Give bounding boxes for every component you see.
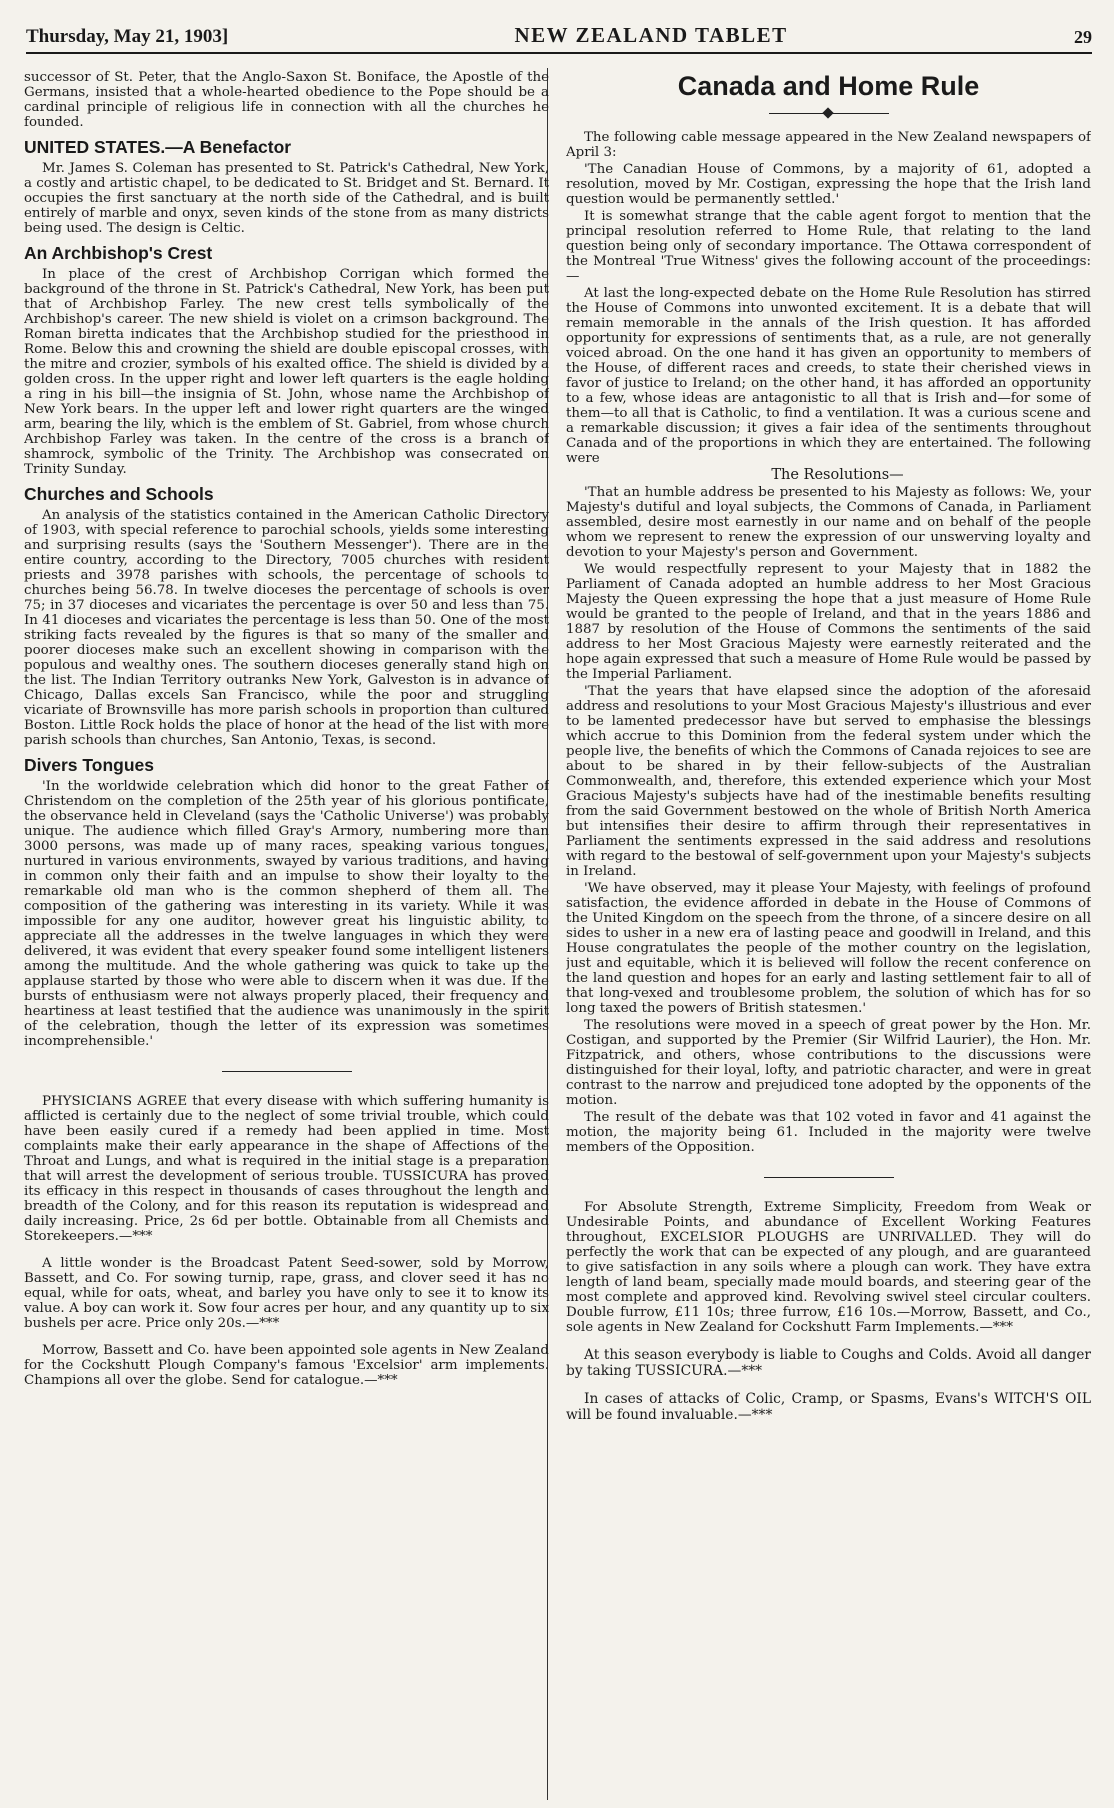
paragraph: An analysis of the statistics contained in the American Catholic Directory of 1903, with special reference to parochial schools, yields some interesting and surprising results (says the 'Southern Messenger'). There are in the entire country, according to the Directory, 7005 churches with resident priests and 3978 parishes with schools, the percentage of schools to churches being 56.78. In twelve dioceses the percentage of schools is over 75; in 37 dioceses and vicariates the percentage is over 50 and less than 75. In 41 dioceses and vicariates the percentage is less than 50. One of the most striking facts revealed by the figures is that so many of the smaller and poorer dioceses make such an excellent showing in comparison with the populous and wealthy ones. The southern dioceses generally stand high on the list. The Indian Territory outranks New York, Galveston is in advance of Chicago, Dallas excels San Francisco, while the poor and struggling vicariate of Brownsville has more parish schools in proportion than cultured Boston. Little Rock holds the place of honor at the head of the list with more parish schools than churches, San Antonio, Texas, is second. bbox=[24, 508, 549, 748]
advertisements-left bbox=[24, 1094, 549, 1388]
right-column bbox=[566, 70, 1091, 1800]
ad-tussicura: PHYSICIANS AGREE that every disease with which suffering humanity is afflicted is certainly due to the neglect of some trivial trouble, which could have been easily cured if a remedy had been applied in time. Most complaints make their early appearance in the shape of Affections of the Throat and Lungs, and what is required in the initial stage is a preparation that will arrest the development of serious trouble. TUSSICURA has proved its efficacy in this respect in thousands of cases throughout the length and breadth of the Colony, and for this reason its reputation is widespread and daily increasing. Price, 2s 6d per bottle. Obtainable from all Chemists and Storekeepers.—*** bbox=[24, 1094, 549, 1244]
paragraph: The result of the debate was that 102 voted in favor and 41 against the motion, the majority being 61. Included in the majority were twelve members of the Opposition. bbox=[566, 1110, 1091, 1155]
paragraph: The following cable message appeared in the New Zealand newspapers of April 3: bbox=[566, 130, 1091, 160]
paragraph: At last the long-expected debate on the Home Rule Resolution has stirred the House of Commons into unwonted excitement. It is a debate that will remain memorable in the annals of the Irish question. It has afforded opportunity for expressions of sentiments that, as a rule, are not generally voiced abroad. On the one hand it has given an opportunity to members of the House, of different races and creeds, to state their cherished views in favor of justice to Ireland; on the other hand, it has afforded an opportunity to a few, whose ideas are antagonistic to all that is Irish and—for some of them—to all that is Catholic, to find a ventilation. It was a curious scene and a remarkable discussion; it gives a fair idea of the sentiments throughout Canada and of the proportions in which they are entertained. The following were bbox=[566, 286, 1091, 466]
ad-seed-sower: A little wonder is the Broadcast Patent Seed-sower, sold by Morrow, Bassett, and Co. For sowing turnip, rape, grass, and clover seed it has no equal, while for oats, wheat, and barley you have only to see it to know its value. A boy can work it. Sow four acres per hour, and any quantity up to six bushels per acre. Price only 20s.—*** bbox=[24, 1256, 549, 1331]
paragraph: 'The Canadian House of Commons, by a majority of 61, adopted a resolution, moved by Mr. Costigan, expressing the hope that the Irish land question would be permanently settled.' bbox=[566, 162, 1091, 207]
separator-rule bbox=[764, 1177, 894, 1178]
ad-tussicura-coughs: At this season everybody is liable to Coughs and Colds. Avoid all danger by taking TUSSICURA.—*** bbox=[566, 1347, 1091, 1379]
paragraph: 'In the worldwide celebration which did honor to the great Father of Christendom on the completion of the 25th year of his glorious pontificate, the observance held in Cleveland (says the 'Catholic Universe') was probably unique. The audience which filled Gray's Armory, numbering more than 3000 persons, was made up of many races, speaking various tongues, nurtured in various environments, swayed by various traditions, and having in common only their faith and an impulse to show their loyalty to the remarkable old man who is the common shepherd of them all. The composition of the gathering was interesting in its variety. While it was impossible for any one auditor, however great his linguistic ability, to appreciate all the addresses in the twelve languages in which they were delivered, it was evident that every speaker found some intelligent listeners among the multitude. And the whole gathering was quick to take up the applause started by those who were able to discern when it was due. If the bursts of enthusiasm were not always properly placed, their frequency and heartiness at least testified that the audience was unanimously in the spirit of the celebration, though the letter of its expression was sometimes incomprehensible.' bbox=[24, 779, 549, 1049]
page-number: 29 bbox=[1073, 27, 1092, 47]
masthead bbox=[26, 14, 1092, 54]
section-heading-churches-schools: Churches and Schools bbox=[24, 484, 214, 504]
section-heading-divers-tongues: Divers Tongues bbox=[24, 755, 154, 775]
paragraph: 'That the years that have elapsed since the adoption of the aforesaid address and resolutions to your Most Gracious Majesty's illustrious and ever to be lamented predecessor have but served to emphasise the blessings which accrue to this Dominion from the federal system under which the people live, the benefits of which the Commons of Canada rejoices to see are about to be shared in by their fellow-subjects of the Australian Commonwealth, and, therefore, this extended experience which your Most Gracious Majesty's subjects have had of the inestimable benefits resulting from the said Government bestowed on the whole of British North America but intensifies their desire to affirm through their representatives in Parliament the sentiments expressed in the said address and resolutions with regard to the bestowal of self-government upon your Majesty's subjects in Ireland. bbox=[566, 684, 1091, 879]
issue-date: Thursday, May 21, 1903] bbox=[26, 26, 229, 47]
separator-rule bbox=[222, 1071, 352, 1072]
newspaper-title: NEW ZEALAND TABLET bbox=[514, 23, 788, 47]
ad-excelsior-ploughs: For Absolute Strength, Extreme Simplicity, Freedom from Weak or Undesirable Points, and abundance of Excellent Working Features throughout, EXCELSIOR PLOUGHS are UNRIVALLED. They will do perfectly the work that can be expected of any plough, and are guaranteed to give satisfaction in any soils where a plough can work. They have extra length of land beam, specially made mould boards, and steering gear of the most complete and approved kind. Revolving swivel steel circular coulters. Double furrow, £11 10s; three furrow, £16 10s.—Morrow, Bassett, and Co., sole agents in New Zealand for Cockshutt Farm Implements.—*** bbox=[566, 1200, 1091, 1335]
ad-cockshutt: Morrow, Bassett and Co. have been appointed sole agents in New Zealand for the Cockshutt Plough Company's famous 'Excelsior' arm implements. Champions all over the globe. Send for catalogue.—*** bbox=[24, 1343, 549, 1388]
resolutions-heading: The Resolutions— bbox=[771, 467, 904, 483]
section-heading-archbishops-crest: An Archbishop's Crest bbox=[24, 243, 213, 263]
ad-witchs-oil: In cases of attacks of Colic, Cramp, or Spasms, Evans's WITCH'S OIL will be found invaluable.—*** bbox=[566, 1391, 1091, 1423]
paragraph: The resolutions were moved in a speech of great power by the Hon. Mr. Costigan, and supported by the Premier (Sir Wilfrid Laurier), the Hon. Mr. Fitzpatrick, and others, whose contributions to the discussions were distinguished for their loyal, lofty, and patriotic character, and were in great contrast to the narrow and prejudiced tone adopted by the opponents of the motion. bbox=[566, 1018, 1091, 1108]
advertisements-right bbox=[566, 1200, 1091, 1423]
paragraph: 'That an humble address be presented to his Majesty as follows: We, your Majesty's dutiful and loyal subjects, the Commons of Canada, in Parliament assembled, desire most earnestly in our name and on behalf of the people whom we represent to renew the expression of our unswerving loyalty and devotion to your Majesty's person and Government. bbox=[566, 485, 1091, 560]
article-heading-canada-home-rule: Canada and Home Rule bbox=[677, 71, 980, 101]
paragraph: 'We have observed, may it please Your Majesty, with feelings of profound satisfaction, the evidence afforded in debate in the House of Commons of the United Kingdom on the speech from the throne, of a sincere desire on all sides to usher in a new era of lasting peace and goodwill in Ireland, and this House congratulates the people of the mother country on the legislation, just and equitable, which it is believed will follow the recent conference on the land question and hopes for an early and lasting settlement fair to all of that long-vexed and troublesome problem, the solution of which has for so long taxed the powers of British statesmen.' bbox=[566, 881, 1091, 1016]
paragraph: In place of the crest of Archbishop Corrigan which formed the background of the throne in St. Patrick's Cathedral, New York, has been put that of Archbishop Farley. The new crest tells symbolically of the Archbishop's career. The new shield is violet on a crimson background. The Roman biretta indicates that the Archbishop studied for the priesthood in Rome. Below this and crowning the shield are double episcopal crosses, with the mitre and crozier, symbols of his exalted office. The shield is divided by a golden cross. In the upper right and lower left quarters is the eagle holding a ring in his bill—the insignia of St. John, whose name the Archbishop of New York bears. In the upper left and lower right quarters are the winged arm, bearing the lily, which is the emblem of St. Gabriel, from whose church Archbishop Farley was taken. In the centre of the cross is a branch of shamrock, symbolic of the Trinity. The Archbishop was consecrated on Trinity Sunday. bbox=[24, 267, 549, 477]
paragraph: It is somewhat strange that the cable agent forgot to mention that the principal resolution referred to Home Rule, that relating to the land question being only of secondary importance. The Ottawa correspondent of the Montreal 'True Witness' gives the following account of the proceedings:— bbox=[566, 209, 1091, 284]
paragraph: Mr. James S. Coleman has presented to St. Patrick's Cathedral, New York, a costly and artistic chapel, to be dedicated to St. Bridget and St. Bernard. It occupies the first sanctuary at the north side of the Cathedral, and is built entirely of marble and onyx, seven kinds of the stone from as many districts being used. The design is Celtic. bbox=[24, 161, 549, 236]
intro-paragraph: successor of St. Peter, that the Anglo-Saxon St. Boniface, the Apostle of the Germans, insisted that a whole-hearted obedience to the Pope should be a cardinal principle of religious life in connection with all the churches he founded. bbox=[24, 70, 549, 130]
ornament-rule bbox=[769, 108, 889, 118]
section-heading-united-states: UNITED STATES.—A Benefactor bbox=[24, 137, 292, 157]
paragraph: We would respectfully represent to your Majesty that in 1882 the Parliament of Canada adopted an humble address to her Most Gracious Majesty the Queen expressing the hope that a just measure of Home Rule would be granted to the people of Ireland, and that in the years 1886 and 1887 by resolution of the House of Commons the sentiments of the said address to her Most Gracious Majesty were earnestly reiterated and the hope again expressed that such a measure of Home Rule would be passed by the Imperial Parliament. bbox=[566, 562, 1091, 682]
left-column bbox=[24, 70, 549, 1800]
